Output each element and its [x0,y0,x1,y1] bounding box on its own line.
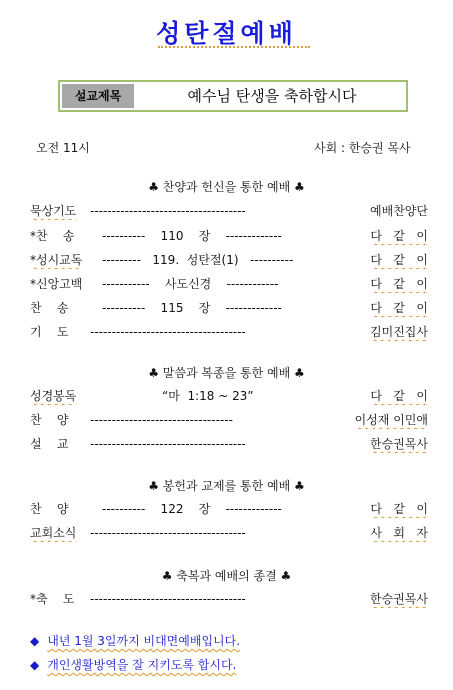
order-row [30,590,428,608]
order-leader: ------------------------------------ [90,204,246,218]
service-time: 오전 11시 [36,141,90,155]
order-name: 설 교 [30,437,69,451]
order-leader: ----------- 사도신경 ------------ [102,277,279,291]
order-name: 성경봉독 [30,389,77,403]
order-leader: ------------------------------------ [90,592,246,606]
order-leader-right: 다 같 이 [370,277,428,291]
order-name: 묵상기도 [30,204,77,218]
order-name: *성시교독 [30,253,83,267]
order-leader-right: 다 같 이 [370,253,428,267]
order-leader-right: 이성재 이민애 [354,413,428,427]
order-row [30,227,428,245]
order-name: 찬 송 [30,301,69,315]
order-name: *신앙고백 [30,277,83,291]
order-row [30,411,428,429]
order-row [30,251,428,269]
order-row [30,500,428,518]
order-leader-right: 다 같 이 [370,301,428,315]
order-leader-right: 김미진집사 [370,325,428,339]
order-row [30,299,428,317]
notice-item [30,656,236,673]
order-row [30,435,428,453]
diamond-icon: ◆ [30,658,40,672]
notice-item [30,632,240,649]
order-leader: ------------------------------------ [90,526,246,540]
order-row [30,323,428,341]
order-leader: “마 1:18 ~ 23” [162,389,254,403]
order-row [30,275,428,293]
order-leader-right: 예배찬양단 [370,204,428,218]
section-title-word: ♣ 말씀과 복종을 통한 예배 ♣ [148,366,305,380]
order-name: 기 도 [30,325,69,339]
order-leader: ------------------------------------ [90,437,246,451]
order-name: 찬 양 [30,413,69,427]
order-name: 교회소식 [30,526,77,540]
order-leader: ---------- 110 장 ------------- [102,229,282,243]
sermon-title: 예수님 탄생을 축하합시다 [187,87,357,105]
title-underline [158,46,310,48]
order-name: *축 도 [30,592,75,606]
service-host: 사회 : 한승권 목사 [314,141,411,155]
order-leader-right: 한승권목사 [370,437,428,451]
notice-text: 내년 1월 3일까지 비대면예배입니다. [47,634,241,648]
order-leader-right: 다 같 이 [370,389,428,403]
section-title-praise: ♣ 찬양과 헌신을 통한 예배 ♣ [148,180,305,194]
order-leader-right: 사 회 자 [370,526,428,540]
order-leader-right: 다 같 이 [370,502,428,516]
order-name: 찬 양 [30,502,69,516]
diamond-icon: ◆ [30,634,40,648]
page-title: 성탄절예배 [156,19,297,48]
order-row [30,524,428,542]
order-leader: --------- 119. 성탄절(1) ---------- [102,253,294,267]
order-name: *찬 송 [30,229,75,243]
order-row [30,202,428,220]
order-leader: ---------- 115 장 ------------- [102,301,282,315]
order-leader-right: 다 같 이 [370,229,428,243]
sermon-box [58,80,408,112]
order-leader-right: 한승권목사 [370,592,428,606]
notice-text: 개인생활방역을 잘 지키도록 합시다. [47,658,237,672]
order-leader: ------------------------------------ [90,325,246,339]
section-title-blessing: ♣ 축복과 예배의 종결 ♣ [161,569,292,583]
order-leader: ---------- 122 장 ------------- [102,502,282,516]
order-row [30,387,428,405]
order-leader: --------------------------------- [90,413,233,427]
sermon-label: 설교제목 [62,84,134,108]
section-title-offering: ♣ 봉헌과 교제를 통한 예배 ♣ [148,479,305,493]
